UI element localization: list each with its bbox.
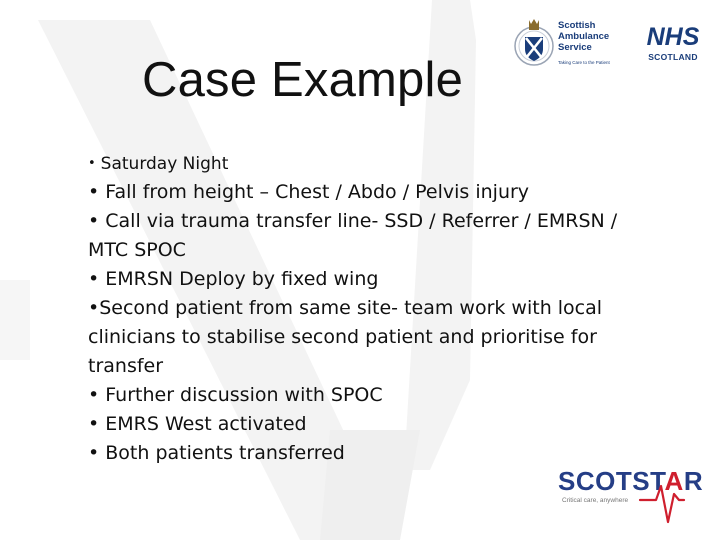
scotstar-word-end: R	[683, 466, 704, 496]
bullet-marker: •	[88, 181, 100, 203]
bullet-text: transfer	[88, 355, 164, 377]
bullet-marker: •	[88, 156, 96, 171]
bullet-text: Both patients transferred	[105, 442, 345, 464]
bullet-text: Further discussion with SPOC	[105, 384, 383, 406]
sas-line2: Ambulance	[558, 31, 610, 42]
bullet-text: EMRSN Deploy by fixed wing	[105, 268, 379, 290]
bullet-continuation	[88, 323, 648, 352]
nhs-mark-icon	[644, 22, 702, 50]
bullet-text: Second patient from same site- team work with local	[99, 297, 603, 319]
sas-line1: Scottish	[558, 20, 596, 31]
scotstar-word-accent: A	[664, 466, 684, 496]
scotstar-word-start: SCOTST	[558, 466, 665, 496]
bullet-continuation	[88, 236, 648, 265]
sas-tagline: Taking Care to the Patient	[558, 60, 610, 65]
bullet-item	[88, 265, 648, 294]
nhs-region-label: SCOTLAND	[648, 52, 698, 62]
crest-icon	[512, 16, 556, 70]
bullet-item	[88, 294, 648, 323]
slide-title: Case Example	[142, 53, 464, 107]
bullet-marker: •	[88, 442, 100, 464]
sas-wordmark	[558, 20, 609, 53]
scotstar-logo	[556, 466, 704, 526]
bullet-item	[88, 410, 648, 439]
bullet-text: Saturday Night	[100, 154, 229, 174]
bullet-list	[88, 150, 648, 468]
bullet-item	[88, 381, 648, 410]
bullet-item	[88, 150, 648, 178]
bullet-marker: •	[88, 297, 100, 319]
sas-line3: Service	[558, 42, 592, 53]
bullet-text: clinicians to stabilise second patient and prioritise for	[88, 326, 597, 348]
bullet-marker: •	[88, 268, 100, 290]
nhs-scotland-logo	[642, 18, 704, 68]
bullet-marker: •	[88, 384, 100, 406]
bullet-text: EMRS West activated	[105, 413, 307, 435]
scotstar-tagline: Critical care, anywhere	[562, 497, 629, 504]
heartbeat-pulse-icon	[556, 466, 696, 526]
bullet-text: MTC SPOC	[88, 239, 186, 261]
bullet-text: Fall from height – Chest / Abdo / Pelvis injury	[105, 181, 530, 203]
bullet-marker: •	[88, 413, 100, 435]
bullet-item	[88, 178, 648, 207]
bullet-marker: •	[88, 210, 100, 232]
bullet-continuation	[88, 352, 648, 381]
bullet-text: Call via trauma transfer line- SSD / Referrer / EMRSN /	[105, 210, 618, 232]
scottish-ambulance-service-logo	[512, 16, 624, 70]
bullet-item	[88, 439, 648, 468]
nhs-mark-text: NHS	[646, 23, 700, 50]
bullet-item	[88, 207, 648, 236]
